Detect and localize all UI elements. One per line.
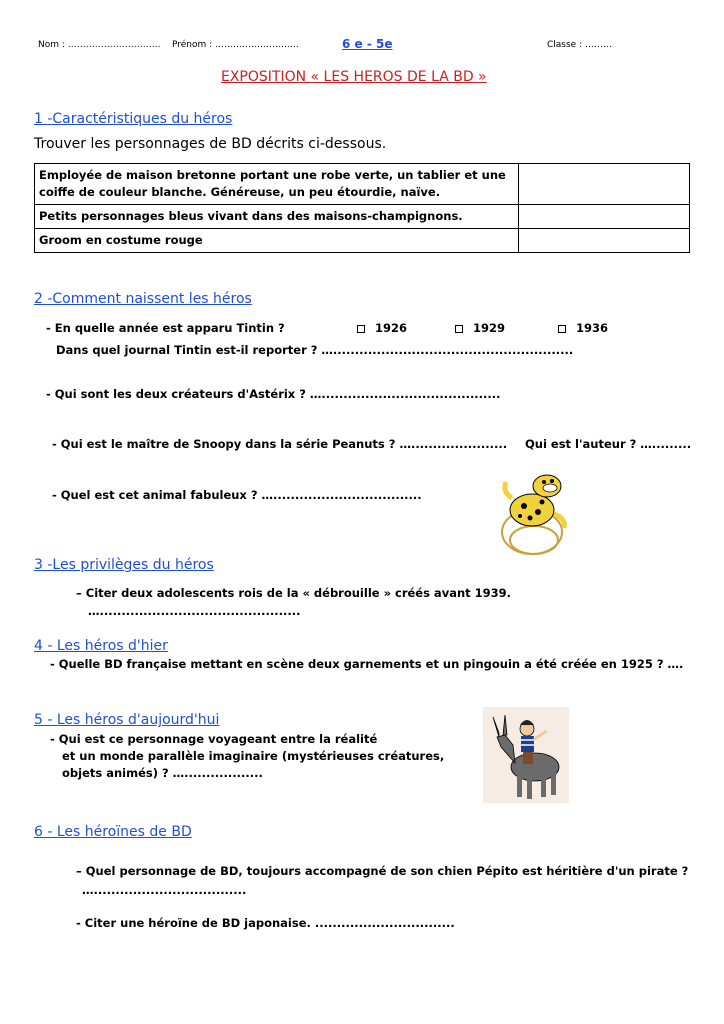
- option-1936[interactable]: 1936: [558, 321, 608, 335]
- description-table: [34, 163, 690, 253]
- table-row: [35, 229, 690, 253]
- question-traveler-line3: objets animés) ? …..................: [62, 766, 263, 780]
- table-cell-description: Employée de maison bretonne portant une robe verte, un tablier et une coiffe de couleur blanche. Généreuse, un peu étourdie, naïve.: [35, 164, 519, 205]
- option-1929[interactable]: 1929: [455, 321, 505, 335]
- prenom-field: Prénom : ……………………….: [172, 40, 299, 50]
- table-row: [35, 205, 690, 229]
- boy-on-donkey-image: [483, 707, 569, 803]
- section1-heading: 1 -Caractéristiques du héros: [34, 111, 233, 127]
- section3-heading: 3 -Les privilèges du héros: [34, 557, 214, 573]
- classe-field: Classe : ………: [547, 40, 612, 50]
- answer-line[interactable]: …...................................: [82, 883, 247, 897]
- section1-instruction: Trouver les personnages de BD décrits ci-dessous.: [34, 136, 387, 152]
- question-tintin-year: - En quelle année est apparu Tintin ?: [46, 321, 285, 335]
- question-bd-1925: - Quelle BD française mettant en scène deux garnements et un pingouin a été créée en 1925 ? ….: [50, 657, 684, 671]
- level-label: 6 e - 5e: [342, 37, 393, 51]
- question-tintin-journal: Dans quel journal Tintin est-il reporter ? ….......................................................: [56, 343, 574, 357]
- question-pepito-owner: – Quel personnage de BD, toujours accompagné de son chien Pépito est héritière d'un pirate ?: [76, 864, 689, 878]
- answer-cell[interactable]: [519, 229, 690, 253]
- question-asterix-creators: - Qui sont les deux créateurs d'Astérix ? ….........................................: [46, 387, 501, 401]
- nom-field: Nom : ………………………….: [38, 40, 161, 50]
- section5-heading: 5 - Les héros d'aujourd'hui: [34, 712, 220, 728]
- page-title: EXPOSITION « LES HEROS DE LA BD »: [221, 69, 487, 85]
- question-snoopy-author: Qui est l'auteur ? ….........: [525, 437, 692, 451]
- question-japanese-heroine: - Citer une héroïne de BD japonaise. ................................: [76, 916, 455, 930]
- section2-heading: 2 -Comment naissent les héros: [34, 291, 252, 307]
- table-cell-description: Petits personnages bleus vivant dans des maisons-champignons.: [35, 205, 519, 229]
- answer-line[interactable]: …..............................................: [88, 604, 301, 618]
- table-row: [35, 164, 690, 205]
- question-debrouille-kings: – Citer deux adolescents rois de la « débrouille » créés avant 1939.: [76, 586, 512, 600]
- checkbox-icon[interactable]: [357, 325, 365, 333]
- checkbox-icon[interactable]: [558, 325, 566, 333]
- marsupilami-image: [492, 470, 576, 558]
- table-cell-description: Groom en costume rouge: [35, 229, 519, 253]
- answer-cell[interactable]: [519, 205, 690, 229]
- question-traveler-line1: - Qui est ce personnage voyageant entre la réalité: [50, 732, 378, 746]
- question-traveler-line2: et un monde parallèle imaginaire (mystérieuses créatures,: [62, 749, 445, 763]
- section6-heading: 6 - Les héroïnes de BD: [34, 824, 192, 840]
- section4-heading: 4 - Les héros d'hier: [34, 638, 168, 654]
- question-snoopy-master: - Qui est le maître de Snoopy dans la série Peanuts ? …......................: [52, 437, 508, 451]
- answer-cell[interactable]: [519, 164, 690, 205]
- checkbox-icon[interactable]: [455, 325, 463, 333]
- option-1926[interactable]: 1926: [357, 321, 407, 335]
- question-fabulous-animal: - Quel est cet animal fabuleux ? …..................................: [52, 488, 422, 502]
